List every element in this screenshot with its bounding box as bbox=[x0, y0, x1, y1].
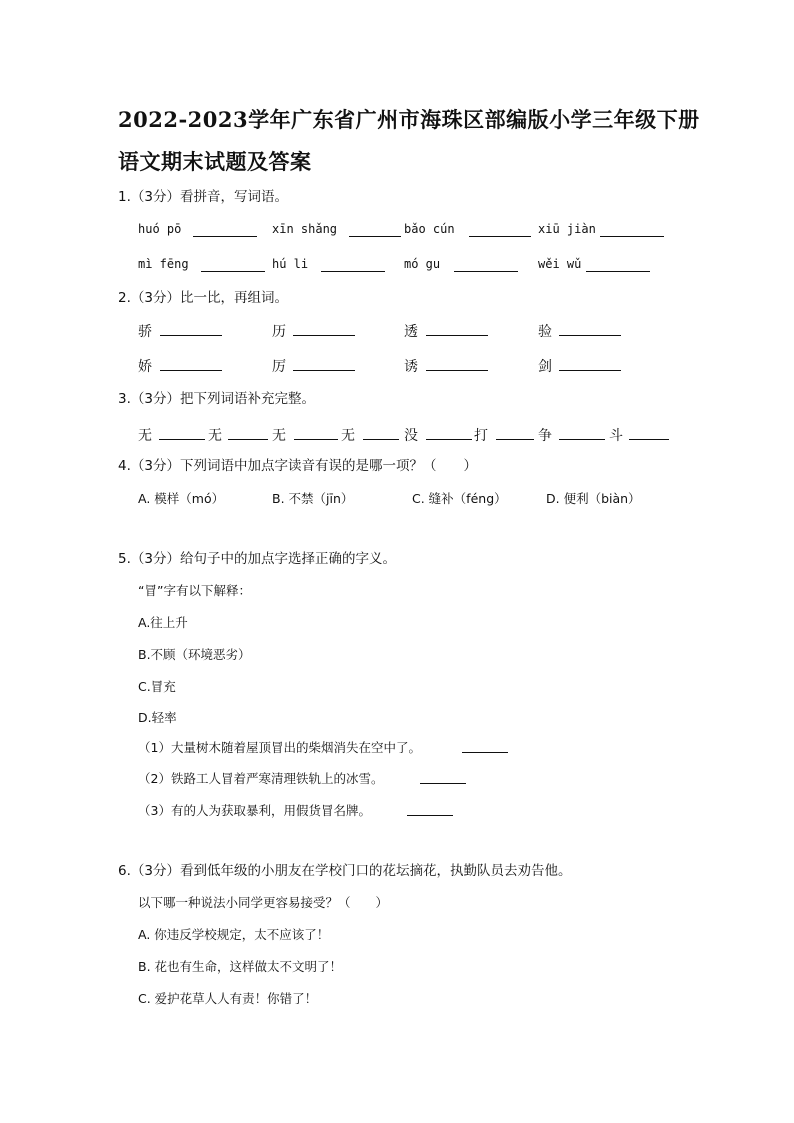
answer-blank[interactable] bbox=[496, 427, 534, 440]
pinyin-label: mó gu bbox=[404, 257, 441, 271]
char-label: 透 bbox=[404, 324, 418, 340]
idiom-char: 无 bbox=[272, 428, 286, 444]
meaning-b: B.不顾（环境恶劣） bbox=[138, 647, 251, 662]
pinyin-label: mì fēng bbox=[138, 257, 189, 271]
answer-blank[interactable] bbox=[426, 323, 488, 336]
sentence-text: （1）大量树木随着屋顶冒出的柴烟消失在空中了。 bbox=[138, 740, 421, 755]
pinyin-label: huó pō bbox=[138, 222, 182, 236]
answer-blank[interactable] bbox=[559, 358, 621, 371]
question-5-stem: 5.（3分）给句子中的加点字选择正确的字义。 bbox=[118, 551, 396, 567]
question-1-stem: 1.（3分）看拼音，写词语。 bbox=[118, 189, 288, 205]
option-a[interactable]: A. 你违反学校规定，太不应该了！ bbox=[138, 927, 330, 942]
meaning-d: D.轻率 bbox=[138, 710, 177, 725]
meaning-c: C.冒充 bbox=[138, 679, 176, 694]
idiom-char: 打 bbox=[474, 428, 488, 444]
answer-blank[interactable] bbox=[407, 803, 453, 816]
char-label: 诱 bbox=[404, 359, 418, 375]
answer-blank[interactable] bbox=[193, 224, 257, 237]
sentence-text: （2）铁路工人冒着严寒清理铁轨上的冰雪。 bbox=[138, 771, 384, 786]
answer-blank[interactable] bbox=[469, 224, 531, 237]
idiom-char: 斗 bbox=[609, 428, 623, 444]
idiom-char: 没 bbox=[404, 428, 418, 444]
pinyin-label: xīn shǎng bbox=[272, 222, 338, 236]
answer-blank[interactable] bbox=[462, 740, 508, 753]
char-label: 骄 bbox=[138, 324, 152, 340]
char-label: 历 bbox=[272, 324, 286, 340]
answer-blank[interactable] bbox=[426, 358, 488, 371]
option-d[interactable]: D. 便利（biàn） bbox=[546, 491, 641, 506]
char-label: 验 bbox=[538, 324, 552, 340]
answer-blank[interactable] bbox=[629, 427, 669, 440]
answer-blank[interactable] bbox=[293, 323, 355, 336]
char-label: 娇 bbox=[138, 359, 152, 375]
answer-blank[interactable] bbox=[420, 771, 466, 784]
answer-blank[interactable] bbox=[294, 427, 338, 440]
page-title-line2: 语文期末试题及答案 bbox=[118, 149, 312, 174]
sentence-text: （3）有的人为获取暴利，用假货冒名牌。 bbox=[138, 803, 371, 818]
idiom-char: 无 bbox=[341, 428, 355, 444]
option-c[interactable]: C. 爱护花草人人有责！你错了！ bbox=[138, 991, 318, 1006]
idiom-char: 无 bbox=[208, 428, 222, 444]
option-c[interactable]: C. 缝补（féng） bbox=[412, 491, 507, 506]
answer-blank[interactable] bbox=[600, 224, 664, 237]
answer-blank[interactable] bbox=[321, 259, 385, 272]
option-b[interactable]: B. 不禁（jīn） bbox=[272, 491, 354, 506]
answer-blank[interactable] bbox=[160, 358, 222, 371]
answer-blank[interactable] bbox=[586, 259, 650, 272]
pinyin-label: xiū jiàn bbox=[538, 222, 596, 236]
question-6-stem: 6.（3分）看到低年级的小朋友在学校门口的花坛摘花，执勤队员去劝告他。 bbox=[118, 863, 572, 879]
answer-blank[interactable] bbox=[454, 259, 518, 272]
question-4-stem: 4.（3分）下列词语中加点字读音有误的是哪一项？（ ） bbox=[118, 458, 477, 474]
answer-blank[interactable] bbox=[559, 427, 605, 440]
pinyin-label: bǎo cún bbox=[404, 222, 455, 236]
answer-blank[interactable] bbox=[349, 224, 401, 237]
pinyin-label: hú li bbox=[272, 257, 309, 271]
answer-blank[interactable] bbox=[159, 427, 205, 440]
answer-blank[interactable] bbox=[559, 323, 621, 336]
answer-blank[interactable] bbox=[160, 323, 222, 336]
question-2-stem: 2.（3分）比一比，再组词。 bbox=[118, 290, 288, 306]
meaning-a: A.往上升 bbox=[138, 615, 188, 630]
option-b[interactable]: B. 花也有生命，这样做太不文明了！ bbox=[138, 959, 343, 974]
idiom-char: 争 bbox=[538, 428, 552, 444]
answer-blank[interactable] bbox=[293, 358, 355, 371]
answer-blank[interactable] bbox=[426, 427, 472, 440]
page-title-line1: 2022-2023学年广东省广州市海珠区部编版小学三年级下册 bbox=[118, 107, 700, 132]
answer-blank[interactable] bbox=[201, 259, 265, 272]
option-a[interactable]: A. 模样（mó） bbox=[138, 491, 225, 506]
question-6-sub: 以下哪一种说法小同学更容易接受？（ ） bbox=[138, 895, 389, 910]
answer-blank[interactable] bbox=[228, 427, 268, 440]
pinyin-label: wěi wǔ bbox=[538, 257, 582, 271]
idiom-char: 无 bbox=[138, 428, 152, 444]
char-label: 剑 bbox=[538, 359, 552, 375]
question-3-stem: 3.（3分）把下列词语补充完整。 bbox=[118, 391, 315, 407]
answer-blank[interactable] bbox=[363, 427, 399, 440]
question-5-intro: “冒”字有以下解释： bbox=[138, 583, 251, 598]
char-label: 厉 bbox=[272, 359, 286, 375]
